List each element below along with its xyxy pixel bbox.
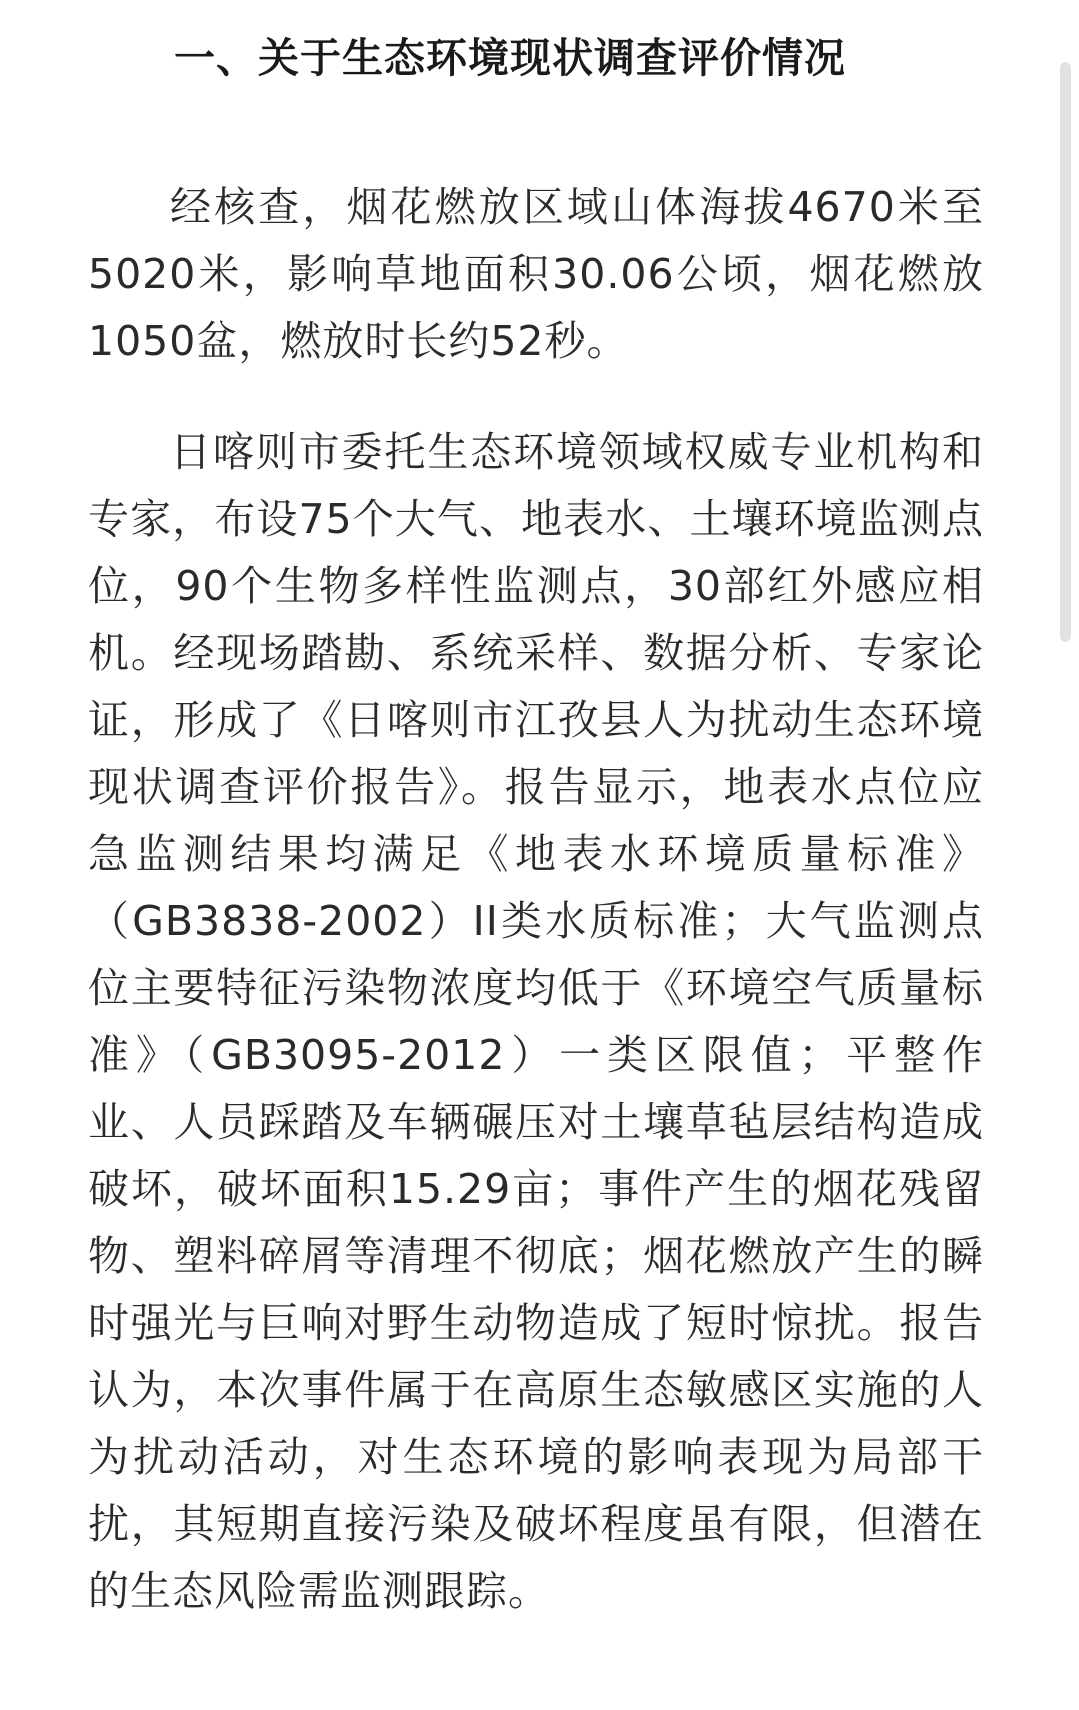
paragraph-survey-summary: 经核查，烟花燃放区域山体海拔4670米至5020米，影响草地面积30.06公顷，烟花燃放1050盆，燃放时长约52秒。 (88, 183, 984, 365)
section-heading: 一、关于生态环境现状调查评价情况 (174, 34, 846, 82)
article-body (88, 28, 984, 1625)
paragraph-assessment-report: 日喀则市委托生态环境领域权威专业机构和专家，布设75个大气、地表水、土壤环境监测点位，90个生物多样性监测点，30部红外感应相机。经现场踏勘、系统采样、数据分析、专家论证，形成了《日喀则市江孜县人为扰动生态环境现状调查评价报告》。报告显示，地表水点位应急监测结果均满足《地表水环境质量标准》（GB3838-2002）II类水质标准；大气监测点位主要特征污染物浓度均低于《环境空气质量标准》（GB3095-2012）一类区限值；平整作业、人员踩踏及车辆碾压对土壤草毡层结构造成破坏，破坏面积15.29亩；事件产生的烟花残留物、塑料碎屑等清理不彻底；烟花燃放产生的瞬时强光与巨响对野生动物造成了短时惊扰。报告认为，本次事件属于在高原生态敏感区实施的人为扰动活动，对生态环境的影响表现为局部干扰，其短期直接污染及破坏程度虽有限，但潜在的生态风险需监测跟踪。 (88, 428, 984, 1615)
scrollbar[interactable] (1060, 62, 1071, 642)
